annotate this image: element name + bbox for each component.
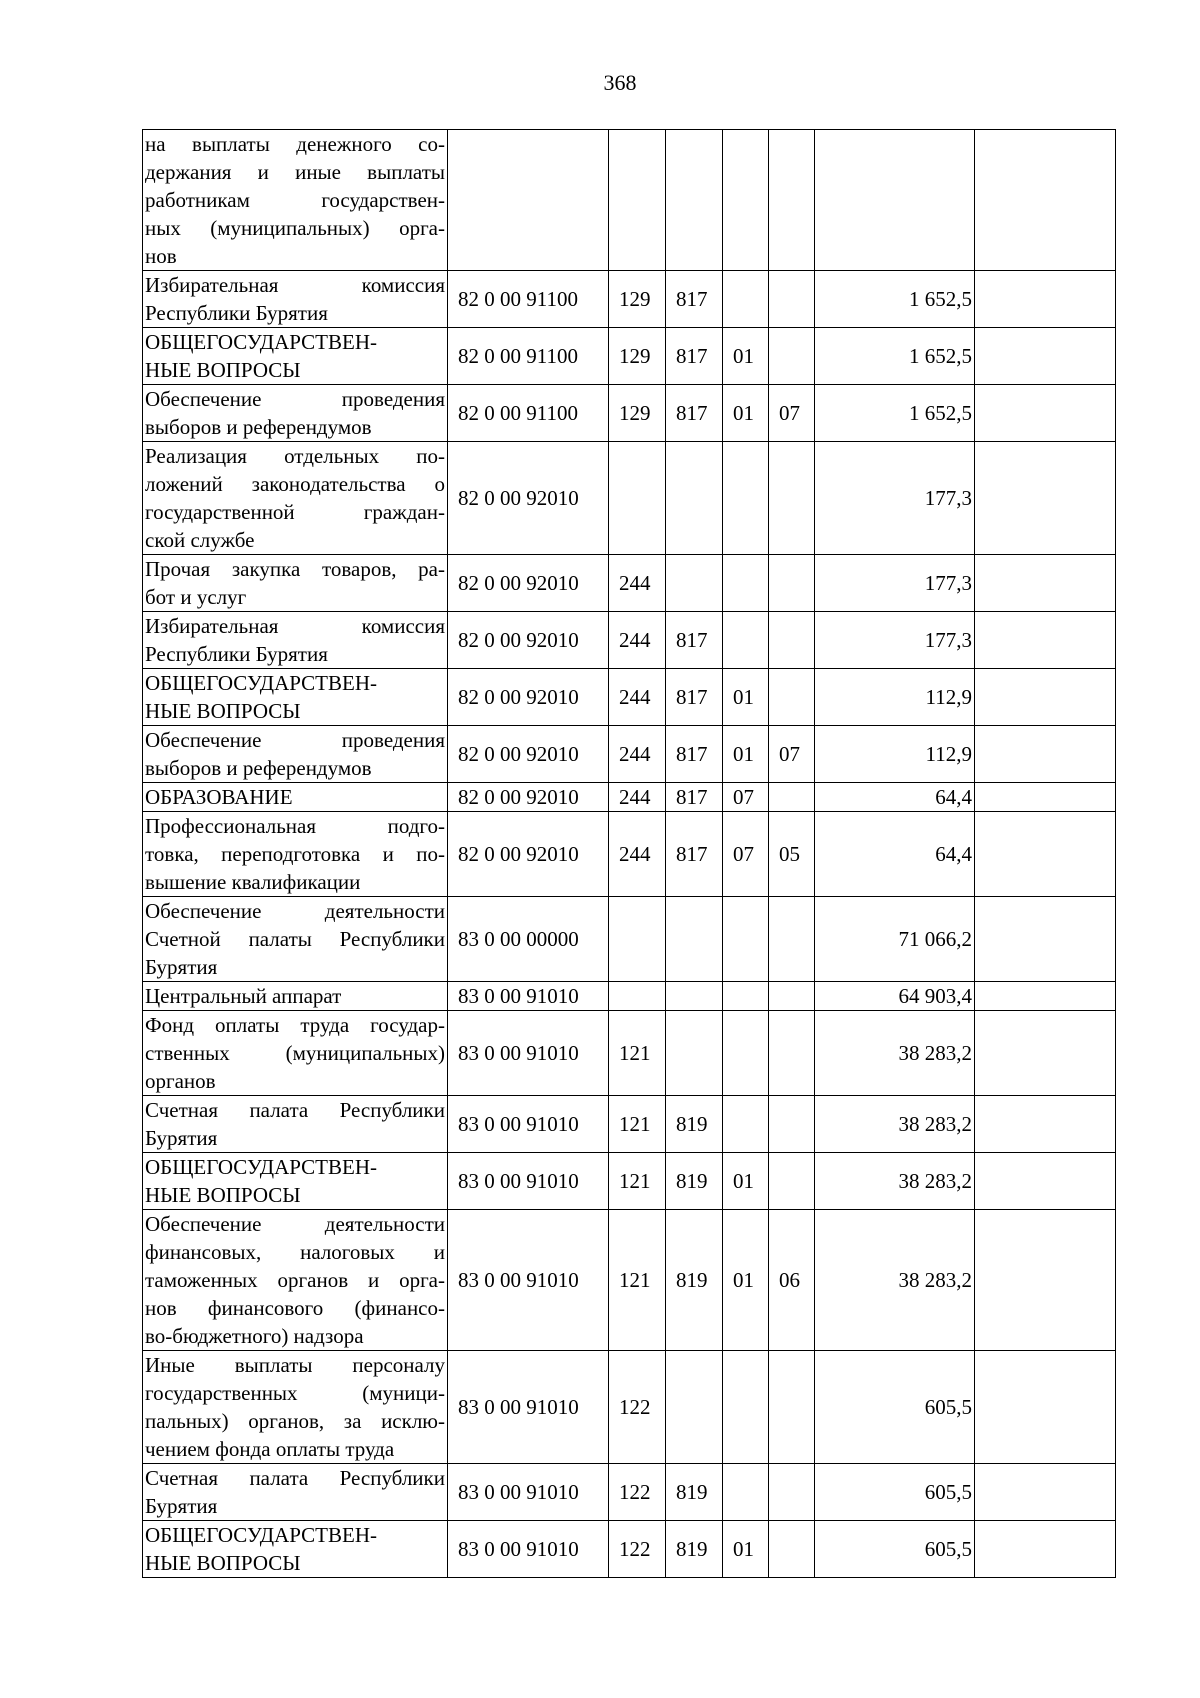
- amount-cell: 112,9: [815, 726, 975, 783]
- row-name-cell: [143, 1096, 448, 1153]
- department-cell: 819: [666, 1521, 723, 1578]
- section-cell: [723, 442, 769, 555]
- amount-cell: [815, 130, 975, 271]
- row-name-line: держания и иные выплаты: [145, 160, 445, 184]
- expense-type-cell: 244: [609, 669, 666, 726]
- expense-type-cell: 121: [609, 1011, 666, 1096]
- row-name-cell: [143, 669, 448, 726]
- expense-type-cell: [609, 897, 666, 982]
- table-row: [143, 1096, 1116, 1153]
- row-name-line: Избирательная комиссия: [145, 614, 445, 638]
- empty-cell: [975, 442, 1116, 555]
- row-name-cell: [143, 1011, 448, 1096]
- row-name-line: финансовых, налоговых и: [145, 1240, 445, 1264]
- department-cell: [666, 442, 723, 555]
- table-row: [143, 1351, 1116, 1464]
- amount-cell: 177,3: [815, 555, 975, 612]
- department-cell: [666, 1011, 723, 1096]
- row-name-cell: [143, 328, 448, 385]
- empty-cell: [975, 555, 1116, 612]
- target-article-cell: 83 0 00 91010: [448, 982, 609, 1011]
- department-cell: 817: [666, 385, 723, 442]
- subsection-cell: [769, 442, 815, 555]
- row-name-line: работникам государствен-: [145, 188, 445, 212]
- section-cell: 07: [723, 812, 769, 897]
- table-row: [143, 442, 1116, 555]
- row-name-line: органов: [145, 1069, 216, 1093]
- row-name-cell: [143, 612, 448, 669]
- subsection-cell: [769, 1153, 815, 1210]
- amount-cell: 38 283,2: [815, 1011, 975, 1096]
- table-row: [143, 669, 1116, 726]
- expense-type-cell: [609, 442, 666, 555]
- row-name-line: ОБРАЗОВАНИЕ: [145, 785, 293, 809]
- table-row: [143, 271, 1116, 328]
- row-name-line: Республики Бурятия: [145, 301, 328, 325]
- subsection-cell: [769, 328, 815, 385]
- amount-cell: 1 652,5: [815, 385, 975, 442]
- row-name-line: Прочая закупка товаров, ра-: [145, 557, 445, 581]
- target-article-cell: 83 0 00 91010: [448, 1210, 609, 1351]
- section-cell: 01: [723, 726, 769, 783]
- subsection-cell: 07: [769, 385, 815, 442]
- section-cell: [723, 1464, 769, 1521]
- row-name-line: ственных (муниципальных): [145, 1041, 445, 1065]
- row-name-line: Реализация отдельных по-: [145, 444, 445, 468]
- expense-type-cell: 122: [609, 1351, 666, 1464]
- row-name-cell: [143, 385, 448, 442]
- empty-cell: [975, 1464, 1116, 1521]
- row-name-line: Обеспечение деятельности: [145, 899, 445, 923]
- row-name-cell: [143, 1464, 448, 1521]
- empty-cell: [975, 897, 1116, 982]
- empty-cell: [975, 1153, 1116, 1210]
- row-name-line: ской службе: [145, 528, 255, 552]
- target-article-cell: 83 0 00 91010: [448, 1351, 609, 1464]
- expense-type-cell: 129: [609, 385, 666, 442]
- empty-cell: [975, 783, 1116, 812]
- target-article-cell: 82 0 00 91100: [448, 385, 609, 442]
- row-name-line: Обеспечение проведения: [145, 728, 445, 752]
- expense-type-cell: 244: [609, 812, 666, 897]
- expense-type-cell: 121: [609, 1096, 666, 1153]
- amount-cell: 38 283,2: [815, 1153, 975, 1210]
- empty-cell: [975, 1351, 1116, 1464]
- row-name-cell: [143, 897, 448, 982]
- section-cell: [723, 1011, 769, 1096]
- row-name-line: НЫЕ ВОПРОСЫ: [145, 1551, 301, 1575]
- row-name-line: государственной граждан-: [145, 500, 445, 524]
- subsection-cell: [769, 130, 815, 271]
- row-name-line: нов: [145, 244, 177, 268]
- table-row: [143, 130, 1116, 271]
- target-article-cell: [448, 130, 609, 271]
- subsection-cell: [769, 1521, 815, 1578]
- expense-type-cell: 122: [609, 1464, 666, 1521]
- subsection-cell: [769, 669, 815, 726]
- section-cell: [723, 1096, 769, 1153]
- amount-cell: 605,5: [815, 1464, 975, 1521]
- department-cell: [666, 130, 723, 271]
- expense-type-cell: 244: [609, 612, 666, 669]
- department-cell: [666, 555, 723, 612]
- section-cell: [723, 130, 769, 271]
- table-row: [143, 982, 1116, 1011]
- expense-type-cell: 122: [609, 1521, 666, 1578]
- row-name-line: НЫЕ ВОПРОСЫ: [145, 358, 301, 382]
- row-name-line: НЫЕ ВОПРОСЫ: [145, 1183, 301, 1207]
- department-cell: 819: [666, 1153, 723, 1210]
- target-article-cell: 83 0 00 91010: [448, 1011, 609, 1096]
- table-body: [143, 130, 1116, 1578]
- amount-cell: 177,3: [815, 442, 975, 555]
- department-cell: [666, 1351, 723, 1464]
- expense-type-cell: 129: [609, 328, 666, 385]
- empty-cell: [975, 1096, 1116, 1153]
- section-cell: 01: [723, 669, 769, 726]
- row-name-cell: [143, 1153, 448, 1210]
- row-name-line: чением фонда оплаты труда: [145, 1437, 395, 1461]
- empty-cell: [975, 982, 1116, 1011]
- table-row: [143, 385, 1116, 442]
- row-name-line: Иные выплаты персоналу: [145, 1353, 445, 1377]
- empty-cell: [975, 1011, 1116, 1096]
- amount-cell: 71 066,2: [815, 897, 975, 982]
- expense-type-cell: 244: [609, 783, 666, 812]
- row-name-line: Бурятия: [145, 1126, 218, 1150]
- subsection-cell: [769, 1096, 815, 1153]
- row-name-line: выборов и референдумов: [145, 756, 372, 780]
- row-name-line: нов финансового (финансо-: [145, 1296, 445, 1320]
- amount-cell: 1 652,5: [815, 271, 975, 328]
- department-cell: [666, 897, 723, 982]
- table-row: [143, 612, 1116, 669]
- section-cell: 01: [723, 1210, 769, 1351]
- target-article-cell: 83 0 00 91010: [448, 1521, 609, 1578]
- table-row: [143, 1153, 1116, 1210]
- row-name-line: ОБЩЕГОСУДАРСТВЕН-: [145, 330, 378, 354]
- section-cell: [723, 982, 769, 1011]
- empty-cell: [975, 612, 1116, 669]
- empty-cell: [975, 130, 1116, 271]
- section-cell: [723, 555, 769, 612]
- row-name-line: Счетная палата Республики: [145, 1466, 445, 1490]
- target-article-cell: 83 0 00 00000: [448, 897, 609, 982]
- amount-cell: 64 903,4: [815, 982, 975, 1011]
- table-row: [143, 555, 1116, 612]
- target-article-cell: 83 0 00 91010: [448, 1096, 609, 1153]
- department-cell: 817: [666, 328, 723, 385]
- subsection-cell: [769, 982, 815, 1011]
- table-row: [143, 812, 1116, 897]
- row-name-cell: [143, 555, 448, 612]
- table-row: [143, 726, 1116, 783]
- empty-cell: [975, 1210, 1116, 1351]
- target-article-cell: 82 0 00 91100: [448, 328, 609, 385]
- expense-type-cell: 129: [609, 271, 666, 328]
- empty-cell: [975, 385, 1116, 442]
- target-article-cell: 83 0 00 91010: [448, 1464, 609, 1521]
- row-name-line: товка, переподготовка и по-: [145, 842, 445, 866]
- row-name-line: во-бюджетного) надзора: [145, 1324, 364, 1348]
- department-cell: 817: [666, 271, 723, 328]
- subsection-cell: [769, 612, 815, 669]
- row-name-line: государственных (муници-: [145, 1381, 445, 1405]
- row-name-line: Фонд оплаты труда государ-: [145, 1013, 445, 1037]
- row-name-line: выборов и референдумов: [145, 415, 372, 439]
- amount-cell: 64,4: [815, 783, 975, 812]
- target-article-cell: 82 0 00 92010: [448, 726, 609, 783]
- department-cell: 819: [666, 1210, 723, 1351]
- subsection-cell: [769, 1011, 815, 1096]
- department-cell: 817: [666, 669, 723, 726]
- table-row: [143, 1210, 1116, 1351]
- amount-cell: 38 283,2: [815, 1096, 975, 1153]
- expense-type-cell: 244: [609, 726, 666, 783]
- row-name-line: ных (муниципальных) орга-: [145, 216, 445, 240]
- section-cell: 01: [723, 1153, 769, 1210]
- row-name-cell: [143, 1351, 448, 1464]
- department-cell: 819: [666, 1096, 723, 1153]
- row-name-line: Бурятия: [145, 955, 218, 979]
- section-cell: [723, 1351, 769, 1464]
- expense-type-cell: 244: [609, 555, 666, 612]
- section-cell: 01: [723, 1521, 769, 1578]
- section-cell: [723, 897, 769, 982]
- table-row: [143, 1011, 1116, 1096]
- row-name-line: ОБЩЕГОСУДАРСТВЕН-: [145, 1155, 378, 1179]
- empty-cell: [975, 812, 1116, 897]
- row-name-cell: [143, 982, 448, 1011]
- department-cell: 817: [666, 783, 723, 812]
- row-name-line: Бурятия: [145, 1494, 218, 1518]
- department-cell: 817: [666, 726, 723, 783]
- row-name-line: ложений законодательства о: [145, 472, 445, 496]
- table-row: [143, 1464, 1116, 1521]
- row-name-line: Обеспечение деятельности: [145, 1212, 445, 1236]
- target-article-cell: 82 0 00 92010: [448, 812, 609, 897]
- row-name-line: Республики Бурятия: [145, 642, 328, 666]
- row-name-line: ОБЩЕГОСУДАРСТВЕН-: [145, 671, 378, 695]
- subsection-cell: 07: [769, 726, 815, 783]
- section-cell: [723, 271, 769, 328]
- subsection-cell: [769, 555, 815, 612]
- row-name-line: Обеспечение проведения: [145, 387, 445, 411]
- row-name-line: на выплаты денежного со-: [145, 132, 445, 156]
- table-row: [143, 1521, 1116, 1578]
- row-name-line: Центральный аппарат: [145, 984, 342, 1008]
- row-name-line: НЫЕ ВОПРОСЫ: [145, 699, 301, 723]
- empty-cell: [975, 328, 1116, 385]
- budget-table: [142, 129, 1116, 1578]
- row-name-line: Избирательная комиссия: [145, 273, 445, 297]
- subsection-cell: [769, 897, 815, 982]
- expense-type-cell: [609, 130, 666, 271]
- amount-cell: 1 652,5: [815, 328, 975, 385]
- empty-cell: [975, 271, 1116, 328]
- empty-cell: [975, 1521, 1116, 1578]
- target-article-cell: 82 0 00 92010: [448, 612, 609, 669]
- expense-type-cell: 121: [609, 1153, 666, 1210]
- row-name-line: Счетной палаты Республики: [145, 927, 445, 951]
- subsection-cell: [769, 271, 815, 328]
- amount-cell: 605,5: [815, 1521, 975, 1578]
- amount-cell: 64,4: [815, 812, 975, 897]
- section-cell: 07: [723, 783, 769, 812]
- page-number: 368: [603, 70, 637, 95]
- table-row: [143, 783, 1116, 812]
- row-name-line: вышение квалификации: [145, 870, 361, 894]
- subsection-cell: 06: [769, 1210, 815, 1351]
- subsection-cell: 05: [769, 812, 815, 897]
- row-name-line: бот и услуг: [145, 585, 247, 609]
- table-row: [143, 328, 1116, 385]
- row-name-line: Счетная палата Республики: [145, 1098, 445, 1122]
- amount-cell: 112,9: [815, 669, 975, 726]
- row-name-cell: [143, 726, 448, 783]
- subsection-cell: [769, 1351, 815, 1464]
- row-name-cell: [143, 1521, 448, 1578]
- row-name-cell: [143, 812, 448, 897]
- amount-cell: 605,5: [815, 1351, 975, 1464]
- expense-type-cell: 121: [609, 1210, 666, 1351]
- empty-cell: [975, 669, 1116, 726]
- expense-type-cell: [609, 982, 666, 1011]
- department-cell: 819: [666, 1464, 723, 1521]
- amount-cell: 177,3: [815, 612, 975, 669]
- table-row: [143, 897, 1116, 982]
- row-name-cell: [143, 1210, 448, 1351]
- row-name-line: Профессиональная подго-: [145, 814, 445, 838]
- row-name-line: таможенных органов и орга-: [145, 1268, 445, 1292]
- row-name-line: пальных) органов, за исклю-: [145, 1409, 445, 1433]
- empty-cell: [975, 726, 1116, 783]
- target-article-cell: 82 0 00 91100: [448, 271, 609, 328]
- row-name-cell: [143, 271, 448, 328]
- target-article-cell: 83 0 00 91010: [448, 1153, 609, 1210]
- department-cell: [666, 982, 723, 1011]
- target-article-cell: 82 0 00 92010: [448, 669, 609, 726]
- target-article-cell: 82 0 00 92010: [448, 442, 609, 555]
- target-article-cell: 82 0 00 92010: [448, 783, 609, 812]
- target-article-cell: 82 0 00 92010: [448, 555, 609, 612]
- section-cell: 01: [723, 385, 769, 442]
- subsection-cell: [769, 783, 815, 812]
- row-name-cell: [143, 130, 448, 271]
- section-cell: [723, 612, 769, 669]
- amount-cell: 38 283,2: [815, 1210, 975, 1351]
- row-name-cell: [143, 783, 448, 812]
- row-name-line: ОБЩЕГОСУДАРСТВЕН-: [145, 1523, 378, 1547]
- row-name-cell: [143, 442, 448, 555]
- department-cell: 817: [666, 812, 723, 897]
- subsection-cell: [769, 1464, 815, 1521]
- section-cell: 01: [723, 328, 769, 385]
- department-cell: 817: [666, 612, 723, 669]
